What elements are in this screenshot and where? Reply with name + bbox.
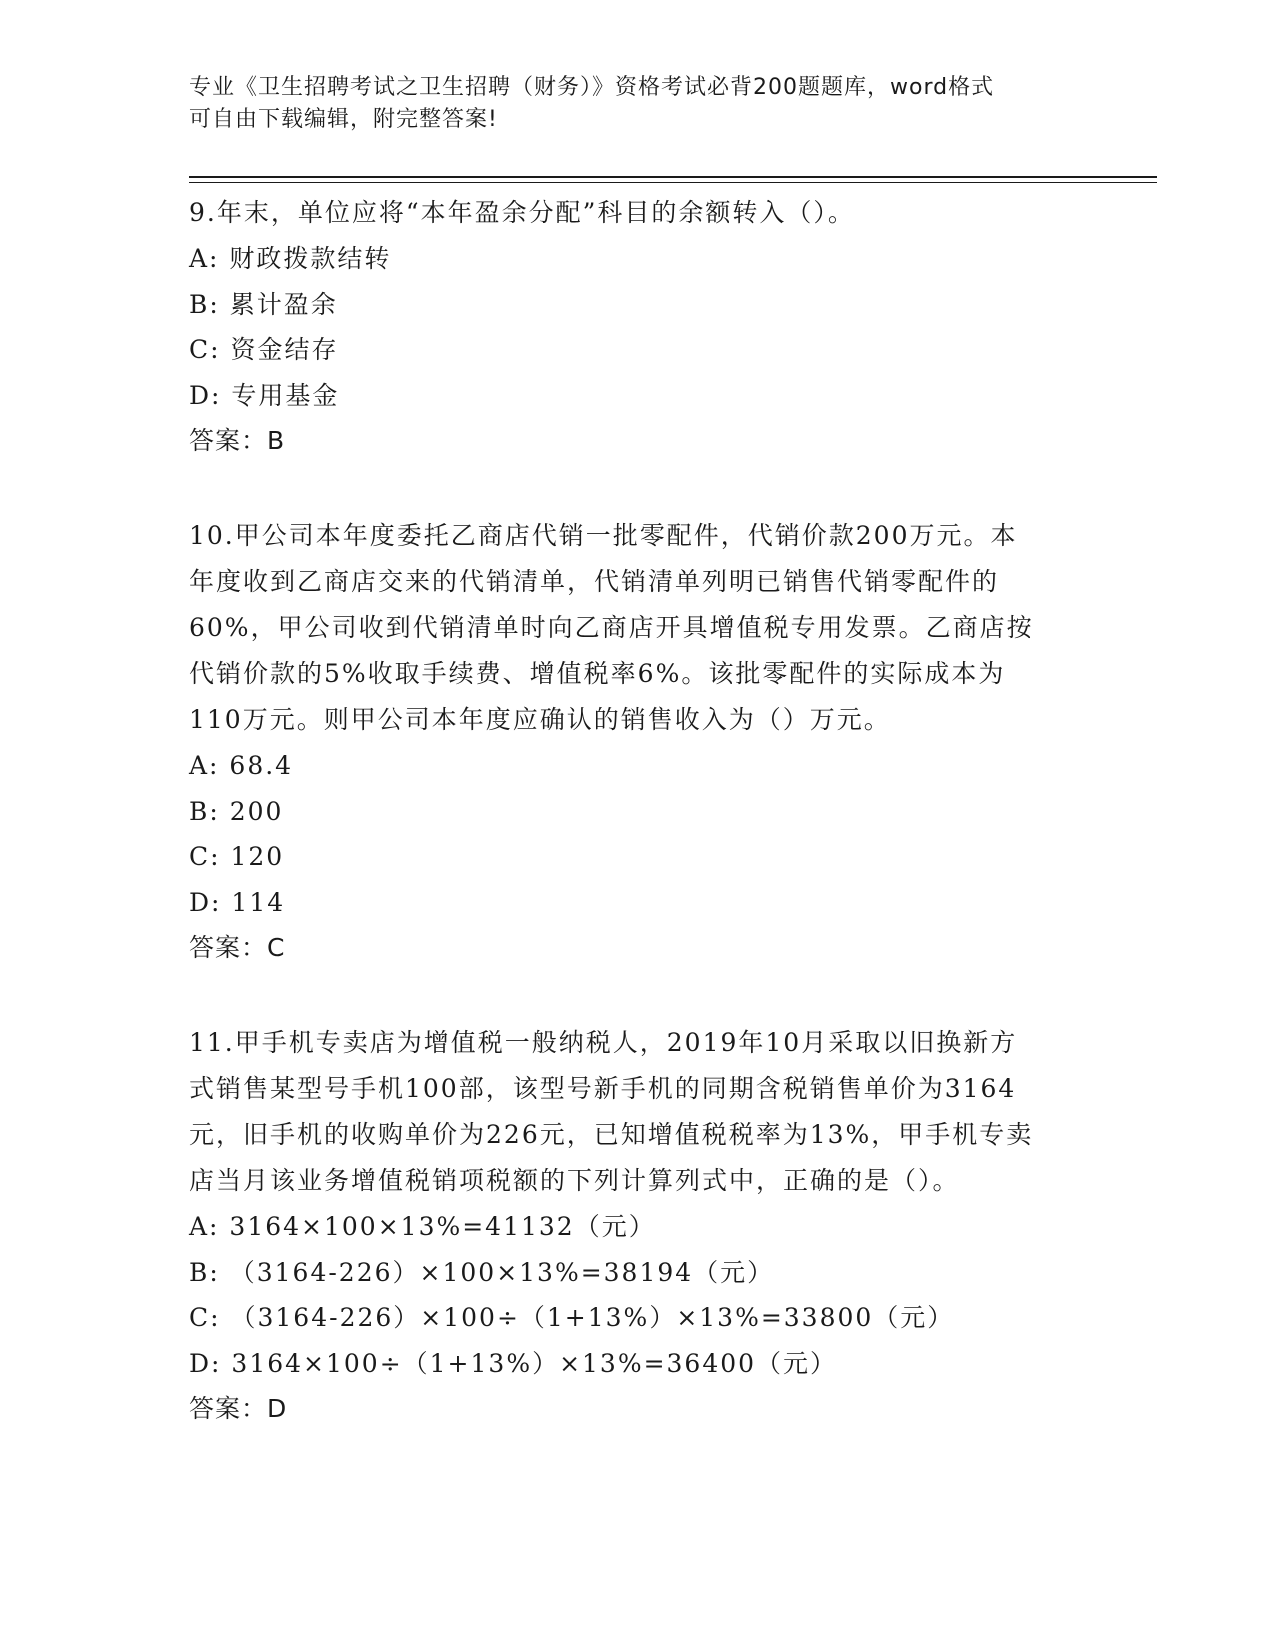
answer-line: 答案：C bbox=[189, 933, 286, 962]
header-divider-thick bbox=[189, 176, 1157, 178]
document-header bbox=[189, 72, 1069, 136]
question-9 bbox=[189, 190, 1089, 463]
question-11 bbox=[189, 1020, 1089, 1431]
question-stem-line-1: 11.甲手机专卖店为增值税一般纳税人，2019年10月采取以旧换新方 bbox=[189, 1028, 1018, 1057]
question-stem-line-3: 60%，甲公司收到代销清单时向乙商店开具增值税专用发票。乙商店按 bbox=[189, 613, 1034, 642]
question-spacer bbox=[189, 970, 1089, 1020]
option-b: B: 累计盈余 bbox=[189, 289, 338, 319]
question-stem-line-5: 110万元。则甲公司本年度应确认的销售收入为（）万元。 bbox=[189, 705, 891, 734]
header-line-1: 专业《卫生招聘考试之卫生招聘（财务）》资格考试必背200题题库，word格式 bbox=[189, 75, 995, 100]
option-d: D: 114 bbox=[189, 887, 286, 917]
option-d: D: 专用基金 bbox=[189, 380, 340, 410]
header-divider-thin bbox=[189, 182, 1157, 183]
question-list bbox=[189, 190, 1089, 1431]
question-10 bbox=[189, 513, 1089, 970]
answer-line: 答案：B bbox=[189, 426, 286, 455]
question-stem-line-4: 店当月该业务增值税销项税额的下列计算列式中，正确的是（）。 bbox=[189, 1166, 960, 1195]
question-stem-line-2: 年度收到乙商店交来的代销清单，代销清单列明已销售代销零配件的 bbox=[189, 567, 1000, 596]
question-stem-line-2: 式销售某型号手机100部，该型号新手机的同期含税销售单价为3164 bbox=[189, 1074, 1017, 1103]
answer-line: 答案：D bbox=[189, 1394, 288, 1423]
header-line-2: 可自由下载编辑，附完整答案! bbox=[189, 107, 498, 132]
option-b: B: （3164-226）×100×13%=38194（元） bbox=[189, 1257, 775, 1287]
question-stem: 9.年末，单位应将“本年盈余分配”科目的余额转入（）。 bbox=[189, 198, 855, 227]
option-a: A: 3164×100×13%=41132（元） bbox=[189, 1212, 656, 1241]
question-spacer bbox=[189, 463, 1089, 513]
option-d: D: 3164×100÷（1+13%）×13%=36400（元） bbox=[189, 1348, 838, 1378]
option-c: C: 120 bbox=[189, 842, 285, 871]
option-a: A: 财政拨款结转 bbox=[189, 244, 392, 273]
question-stem-line-4: 代销价款的5%收取手续费、增值税率6%。该批零配件的实际成本为 bbox=[189, 659, 1006, 688]
option-b: B: 200 bbox=[189, 796, 284, 826]
option-c: C: 资金结存 bbox=[189, 335, 339, 364]
option-a: A: 68.4 bbox=[189, 751, 294, 780]
question-stem-line-3: 元，旧手机的收购单价为226元，已知增值税税率为13%，甲手机专卖 bbox=[189, 1120, 1034, 1149]
question-stem-line-1: 10.甲公司本年度委托乙商店代销一批零配件，代销价款200万元。本 bbox=[189, 521, 1018, 550]
option-c: C: （3164-226）×100÷（1+13%）×13%=33800（元） bbox=[189, 1303, 955, 1332]
